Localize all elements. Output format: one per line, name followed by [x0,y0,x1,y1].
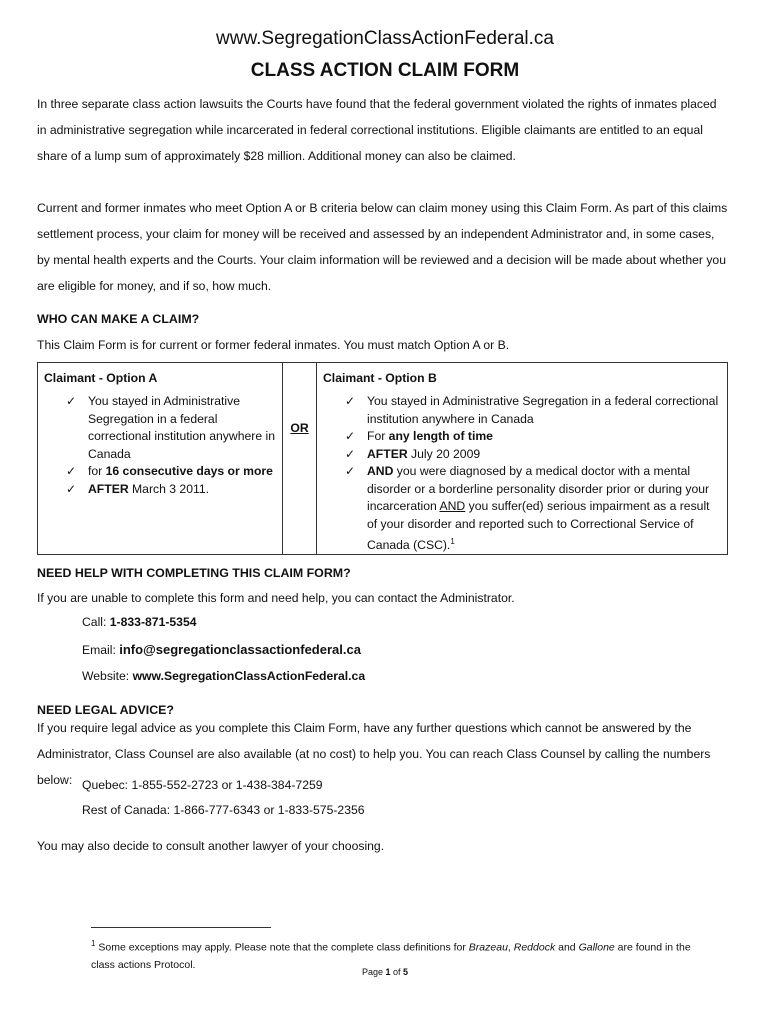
option-b-item-text: For [367,429,389,443]
website-line [82,669,365,683]
option-b-column [317,363,727,554]
website-link[interactable]: www.SegregationClassActionFederal.ca [132,669,366,683]
page-of: of [390,967,404,977]
footnote-text: , [507,941,514,954]
legal-heading: NEED LEGAL ADVICE? [37,703,174,717]
option-b-item-underline: AND [439,499,466,513]
website-header: www.SegregationClassActionFederal.ca [216,28,554,49]
footnote-text: and [555,941,579,954]
page-number [0,967,770,977]
option-a-item-bold: AFTER [88,481,129,496]
footnote-case-name: Gallone [578,941,615,954]
page-current: 1 [385,967,391,977]
or-separator: OR [283,363,317,554]
option-a-list [44,393,276,498]
option-b-item-text: you suffer(ed) serious impairment as a result of your disorder and reported such to Correctional Service of Canada (CSC). [367,499,710,553]
checkmark-icon: ✓ [66,464,77,478]
help-heading: NEED HELP WITH COMPLETING THIS CLAIM FORM? [37,566,351,580]
option-b-item [345,428,721,446]
option-a-heading: Claimant - Option A [44,371,158,385]
option-b-item-text: You stayed in Administrative Segregation in a federal correctional institution anywhere in Canada [367,394,719,426]
checkmark-icon: ✓ [345,464,356,478]
legal-text: If you require legal advice as you complete this Claim Form, have any further questions which cannot be answered by the Administrator, Class Counsel are also available (at no cost) to help you. You can reach Class Counsel by calling the numbers below: [37,721,711,787]
page-label: Page [361,967,386,977]
option-b-item-bold: AFTER [367,446,408,461]
checkmark-icon: ✓ [66,481,77,496]
option-a-item-text: March 3 2011. [128,481,210,496]
option-b-list [323,393,721,555]
who-text: This Claim Form is for current or former federal inmates. You must match Option A or B. [37,338,510,352]
page-title: CLASS ACTION CLAIM FORM [250,60,520,81]
option-b-item-text: you were diagnosed by a medical doctor with a mental disorder or a borderline personality disorder prior or during your incarceration [367,464,710,513]
consult-text: You may also decide to consult another lawyer of your choosing. [37,839,385,853]
option-b-heading: Claimant - Option B [323,371,437,385]
who-heading: WHO CAN MAKE A CLAIM? [37,312,200,326]
option-a-item [66,481,276,499]
footnote-case-name: Reddock [513,941,556,954]
checkmark-icon: ✓ [345,429,356,443]
email-line [82,642,361,657]
email-address[interactable]: info@segregationclassactionfederal.ca [119,642,361,657]
footnote-text: Some exceptions may apply. Please note that the complete class definitions for [95,941,469,954]
option-b-item-text: July 20 2009 [407,446,481,461]
call-label: Call: [82,615,110,629]
option-b-item-bold: AND [367,464,394,478]
page-total: 5 [403,967,409,977]
intro-paragraph-1: In three separate class action lawsuits the Courts have found that the federal government violated the rights of inmates placed in administrative segregation while incarcerated in federal correctional institutions. Eligible claimants are entitled to an equal share of a lump sum of approximately $28 million. Additional money can also be claimed. [37,97,717,163]
footnote-reference[interactable]: 1 [450,537,455,546]
option-a-column [38,363,283,554]
option-a-item [66,393,276,463]
call-line [82,615,197,629]
option-a-item-bold: 16 consecutive days or more [105,464,273,478]
quebec-phone: Quebec: 1-855-552-2723 or 1-438-384-7259 [82,778,323,792]
option-b-item [345,393,721,428]
option-b-item-bold: any length of time [388,429,493,443]
checkmark-icon: ✓ [66,394,77,408]
checkmark-icon: ✓ [345,446,356,461]
footnote-divider [91,927,271,928]
checkmark-icon: ✓ [345,394,356,408]
email-label: Email: [82,643,120,657]
call-number[interactable]: 1-833-871-5354 [109,615,197,629]
option-a-item [66,463,276,481]
option-a-item-text: for [88,464,106,478]
option-a-item-text: You stayed in Administrative Segregation in a federal correctional institution anywhere in Canada [88,394,275,461]
intro-paragraph-2: Current and former inmates who meet Option A or B criteria below can claim money using this Claim Form. As part of this claims settlement process, your claim for money will be received and assessed by an independent Administrator and, in some cases, by mental health experts and the Courts. Your claim information will be reviewed and a decision will be made about whether you are eligible for money, and if so, how much. [37,201,728,293]
rest-of-canada-phone: Rest of Canada: 1-866-777-6343 or 1-833-575-2356 [82,803,365,817]
footnote-mark: 1 [91,939,96,948]
website-label: Website: [82,669,133,683]
footnote-case-name: Brazeau [468,941,508,954]
option-b-item [345,463,721,555]
help-text: If you are unable to complete this form and need help, you can contact the Administrator. [37,591,515,605]
options-table [37,362,728,555]
footnote-text: are found in the class actions Protocol. [91,941,691,971]
option-b-item [345,446,721,464]
